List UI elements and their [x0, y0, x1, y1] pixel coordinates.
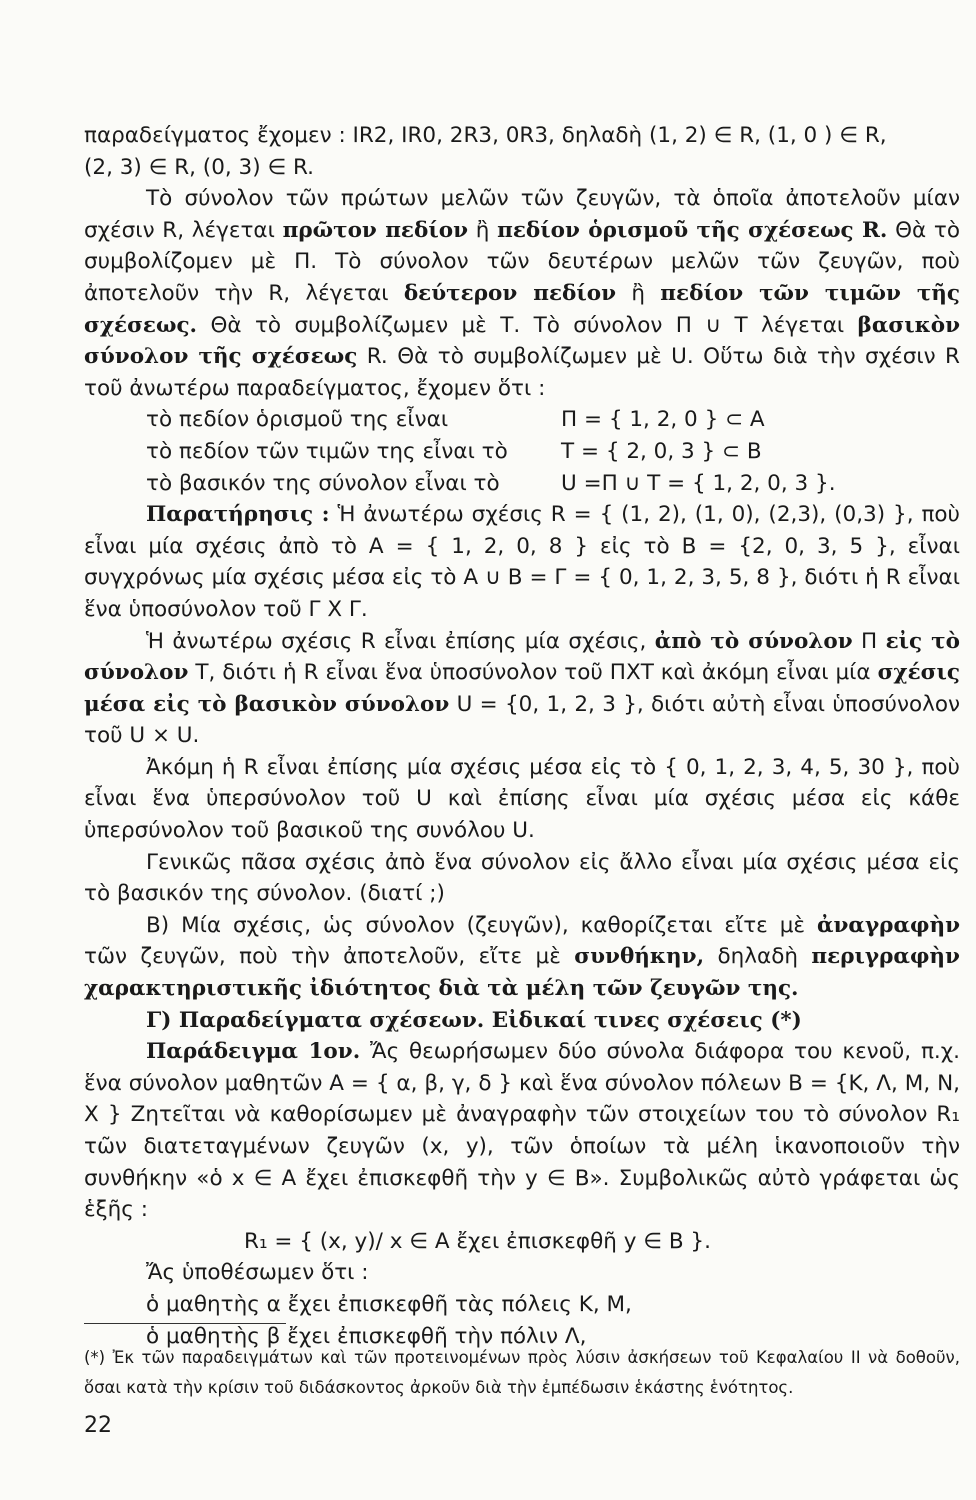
paragraph-student-a: ὁ μαθητὴς α ἔχει ἐπισκεφθῆ τὰς πόλεις Κ, Μ, [146, 1291, 632, 1317]
section-heading: Γ) Παραδείγματα σχέσεων. Εἰδικαί τινες σχέσεις (*) [146, 1007, 802, 1033]
main-text [84, 120, 960, 1352]
paragraph-remark: Παρατήρησις : Ἡ ἀνωτέρω σχέσις R = { (1, 2), (1, 0), (2,3), (0,3) }, ποὺ εἶναι μία σχέσις ἀπὸ τὸ Α = { 1, 2, 0, 8 } εἰς τὸ Β = {2, 0, 3, 5 }, εἶναι συγχρόνως μία σχέσις μέσα εἰς τὸ Α ∪ Β = Γ = { 0, 1, 2, 3, 5, 8 }, διότι ἡ R εἶναι ἕνα ὑποσύνολον τοῦ Γ Χ Γ. [84, 502, 960, 622]
paragraph-assume: Ἄς ὑποθέσωμεν ὅτι : [146, 1260, 369, 1286]
table-row: τὸ πεδίον τῶν τιμῶν της εἶναι τὸ Τ = { 2, 0, 3 } ⊂ Β [146, 438, 762, 464]
paragraph-general: Γενικῶς πᾶσα σχέσις ἀπὸ ἕνα σύνολον εἰς ἄλλο εἶναι μία σχέσις μέσα εἰς τὸ βασικόν της σύνολον. (διατί ;) [84, 849, 960, 907]
paragraph-examples: παραδείγματος ἔχομεν : ΙR2, ΙR0, 2R3, 0R3, δηλαδὴ (1, 2) ∈ R, (1, 0 ) ∈ R, (2, 3) ∈ R, (0, 3) ∈ R. [84, 123, 887, 180]
paragraph-relation-sets: Ἡ ἀνωτέρω σχέσις R εἶναι ἐπίσης μία σχέσις, ἀπὸ τὸ σύνολον Π εἰς τὸ σύνολον Τ, διότι ἡ R εἶναι ἕνα ὑποσύνολον τοῦ ΠΧΤ καὶ ἀκόμη εἶναι μία σχέσις μέσα εἰς τὸ βασικὸν σύνολον U = {0, 1, 2, 3 }, διότι αὐτὴ εἶναι ὑποσύνολον τοῦ U × U. [84, 628, 960, 749]
footnote: (*) Ἐκ τῶν παραδειγμάτων καὶ τῶν προτεινομένων πρὸς λύσιν ἀσκήσεων τοῦ Κεφαλαίου ΙΙ νὰ δοθοῦν, ὅσαι κατὰ τὴν κρίσιν τοῦ διδάσκοντος ἀρκοῦν διὰ τὴν ἐμπέδωσιν ἑκάστης ἑνότητος. [84, 1348, 960, 1397]
table-row: τὸ βασικόν της σύνολον εἶναι τὸ U =Π ∪ Τ = { 1, 2, 0, 3 }. [146, 470, 836, 496]
table-row: τὸ πεδίον ὁρισμοῦ της εἶναι Π = { 1, 2, 0 } ⊂ Α [146, 407, 765, 433]
formula-r1: R₁ = { (x, y)/ x ∈ Α ἔχει ἐπισκεφθῆ y ∈ Β }. [244, 1228, 711, 1254]
footnote-divider [84, 1323, 286, 1324]
domain-range-table [146, 404, 836, 499]
paragraph-example-1: Παράδειγμα 1ον. Ἄς θεωρήσωμεν δύο σύνολα διάφορα του κενοῦ, π.χ. ἕνα σύνολον μαθητῶν Α = { α, β, γ, δ } καὶ ἕνα σύνολον πόλεων Β = {Κ, Λ, Μ, Ν, Χ } Ζητεῖται νὰ καθορίσωμεν μὲ ἀναγραφὴν τῶν στοιχείων του τὸ σύνολον R₁ τῶν διατεταγμένων ζευγῶν (x, y), τῶν ὁποίων τὰ μέλη ἱκανοποιοῦν τὴν συνθήκην «ὁ x ∈ Α ἔχει ἐπισκεφθῆ τὴν y ∈ Β». Συμβολικῶς αὐτὸ γράφεται ὡς ἑξῆς : [84, 1039, 960, 1223]
paragraph-superset: Ἀκόμη ἡ R εἶναι ἐπίσης μία σχέσις μέσα εἰς τὸ { 0, 1, 2, 3, 4, 5, 30 }, ποὺ εἶναι ἕνα ὑπερσύνολον τοῦ U καὶ ἐπίσης εἶναι μία σχέσις μέσα εἰς κάθε ὑπερσύνολον τοῦ βασικοῦ της συνόλου U. [84, 754, 960, 844]
paragraph-student-b: ὁ μαθητὴς β ἔχει ἐπισκεφθῆ τὴν πόλιν Λ, [146, 1323, 587, 1349]
page-number: 22 [84, 1413, 112, 1438]
paragraph-definition-methods: Β) Μία σχέσις, ὡς σύνολον (ζευγῶν), καθορίζεται εἴτε μὲ ἀναγραφὴν τῶν ζευγῶν, ποὺ τὴν ἀποτελοῦν, εἴτε μὲ συνθήκην, δηλαδὴ περιγραφὴν χαρακτηριστικῆς ἰδιότητος διὰ τὰ μέλη τῶν ζευγῶν της. [84, 912, 960, 1002]
paragraph-definitions: Τὸ σύνολον τῶν πρώτων μελῶν τῶν ζευγῶν, τὰ ὁποῖα ἀποτελοῦν μίαν σχέσιν R, λέγεται πρῶτον πεδίον ἢ πεδίον ὁρισμοῦ τῆς σχέσεως R. Θὰ τὸ συμβολίζομεν μὲ Π. Τὸ σύνολον τῶν δευτέρων μελῶν τῶν ζευγῶν, ποὺ ἀποτελοῦν τὴν R, λέγεται δεύτερον πεδίον ἢ πεδίον τῶν τιμῶν τῆς σχέσεως. Θὰ τὸ συμβολίζωμεν μὲ Τ. Τὸ σύνολον Π ∪ Τ λέγεται βασικὸν σύνολον τῆς σχέσεως R. Θὰ τὸ συμβολίζωμεν μὲ U. Οὕτω διὰ τὴν σχέσιν R τοῦ ἀνωτέρω παραδείγματος, ἔχομεν ὅτι : [84, 186, 961, 401]
